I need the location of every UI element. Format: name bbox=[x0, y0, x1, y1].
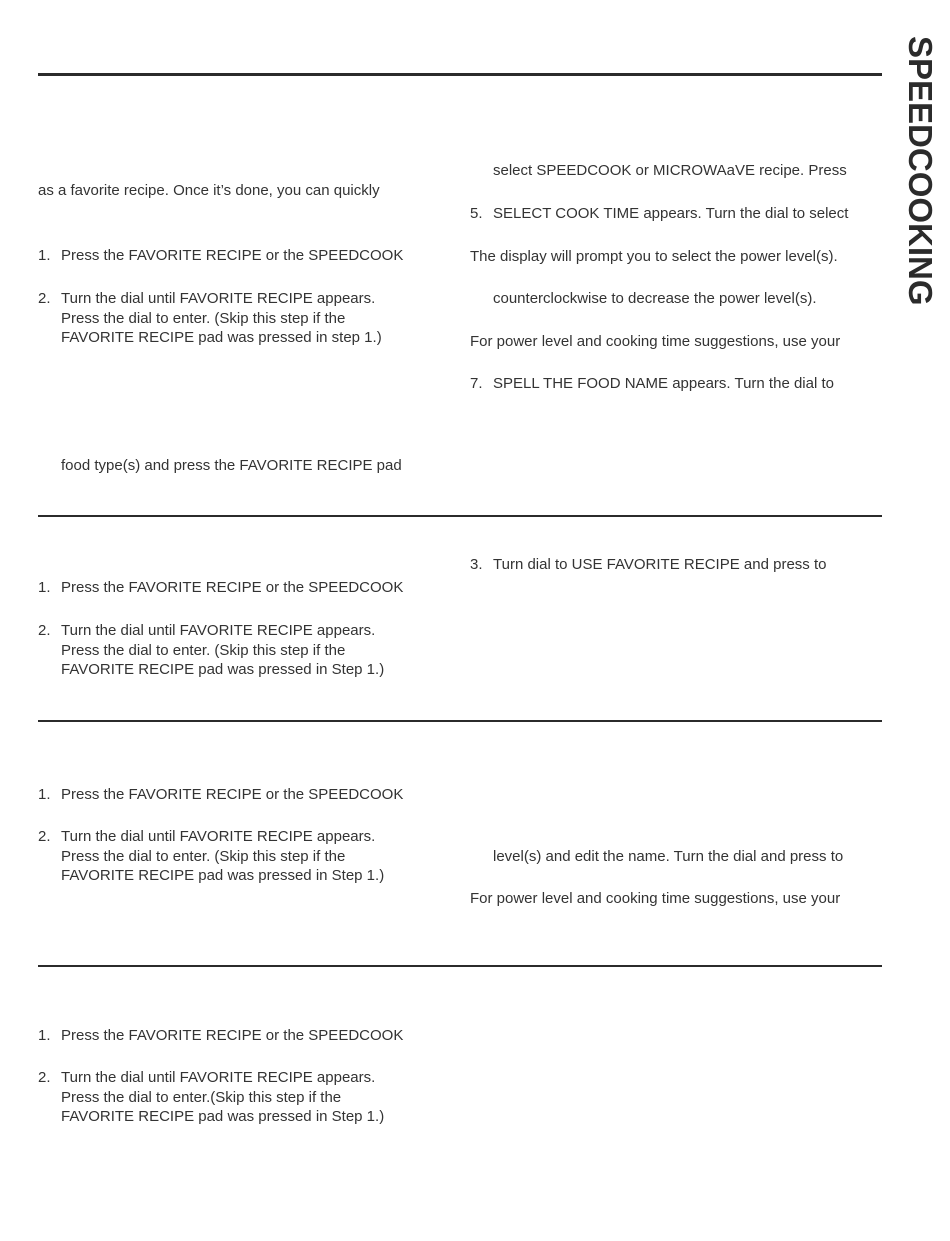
step-number: 2. bbox=[38, 1069, 51, 1086]
step-continuation: select SPEEDCOOK or MICROWAaVE recipe. Press bbox=[493, 162, 847, 179]
step-text: SPELL THE FOOD NAME appears. Turn the dial to bbox=[493, 375, 834, 392]
section-divider bbox=[38, 720, 882, 722]
step-number: 2. bbox=[38, 290, 51, 307]
step-number: 2. bbox=[38, 828, 51, 845]
note-text: The display will prompt you to select the power level(s). bbox=[470, 248, 838, 265]
top-rule bbox=[38, 73, 882, 76]
step-text: Turn the dial until FAVORITE RECIPE appears. Press the dial to enter. (Skip this step if the FAVORITE RECIPE pad was pressed in Step 1.) bbox=[61, 828, 385, 884]
step-text: Turn the dial until FAVORITE RECIPE appears. Press the dial to enter. (Skip this step if the FAVORITE RECIPE pad was pressed in Step 1.) bbox=[61, 622, 385, 678]
step-number: 1. bbox=[38, 1027, 51, 1044]
step-text: Turn dial to USE FAVORITE RECIPE and press to bbox=[493, 556, 827, 573]
section-divider bbox=[38, 515, 882, 517]
step-text: Press the FAVORITE RECIPE or the SPEEDCOOK bbox=[61, 247, 404, 264]
step-text: Press the FAVORITE RECIPE or the SPEEDCOOK bbox=[61, 786, 404, 803]
step-number: 7. bbox=[470, 375, 483, 392]
step-number: 1. bbox=[38, 786, 51, 803]
side-section-title: SPEEDCOOKING bbox=[902, 36, 939, 306]
section-divider bbox=[38, 965, 882, 967]
step-continuation: level(s) and edit the name. Turn the dial and press to bbox=[493, 848, 844, 865]
note-text: For power level and cooking time suggestions, use your bbox=[470, 890, 841, 907]
step-text: Press the FAVORITE RECIPE or the SPEEDCOOK bbox=[61, 579, 404, 596]
step-number: 1. bbox=[38, 579, 51, 596]
step-number: 5. bbox=[470, 205, 483, 222]
step-number: 3. bbox=[470, 556, 483, 573]
step-continuation: food type(s) and press the FAVORITE RECIPE pad bbox=[61, 457, 402, 474]
step-text: SELECT COOK TIME appears. Turn the dial to select bbox=[493, 205, 849, 222]
step-text: Turn the dial until FAVORITE RECIPE appears. Press the dial to enter.(Skip this step if the FAVORITE RECIPE pad was pressed in Step 1.) bbox=[61, 1069, 385, 1125]
step-text: Turn the dial until FAVORITE RECIPE appears. Press the dial to enter. (Skip this step if the FAVORITE RECIPE pad was pressed in step 1.) bbox=[61, 290, 382, 346]
step-text: Press the FAVORITE RECIPE or the SPEEDCOOK bbox=[61, 1027, 404, 1044]
note-text: For power level and cooking time suggestions, use your bbox=[470, 333, 841, 350]
step-number: 2. bbox=[38, 622, 51, 639]
step-continuation: counterclockwise to decrease the power level(s). bbox=[493, 290, 817, 307]
intro-text: as a favorite recipe. Once it’s done, you can quickly bbox=[38, 182, 380, 199]
step-number: 1. bbox=[38, 247, 51, 264]
